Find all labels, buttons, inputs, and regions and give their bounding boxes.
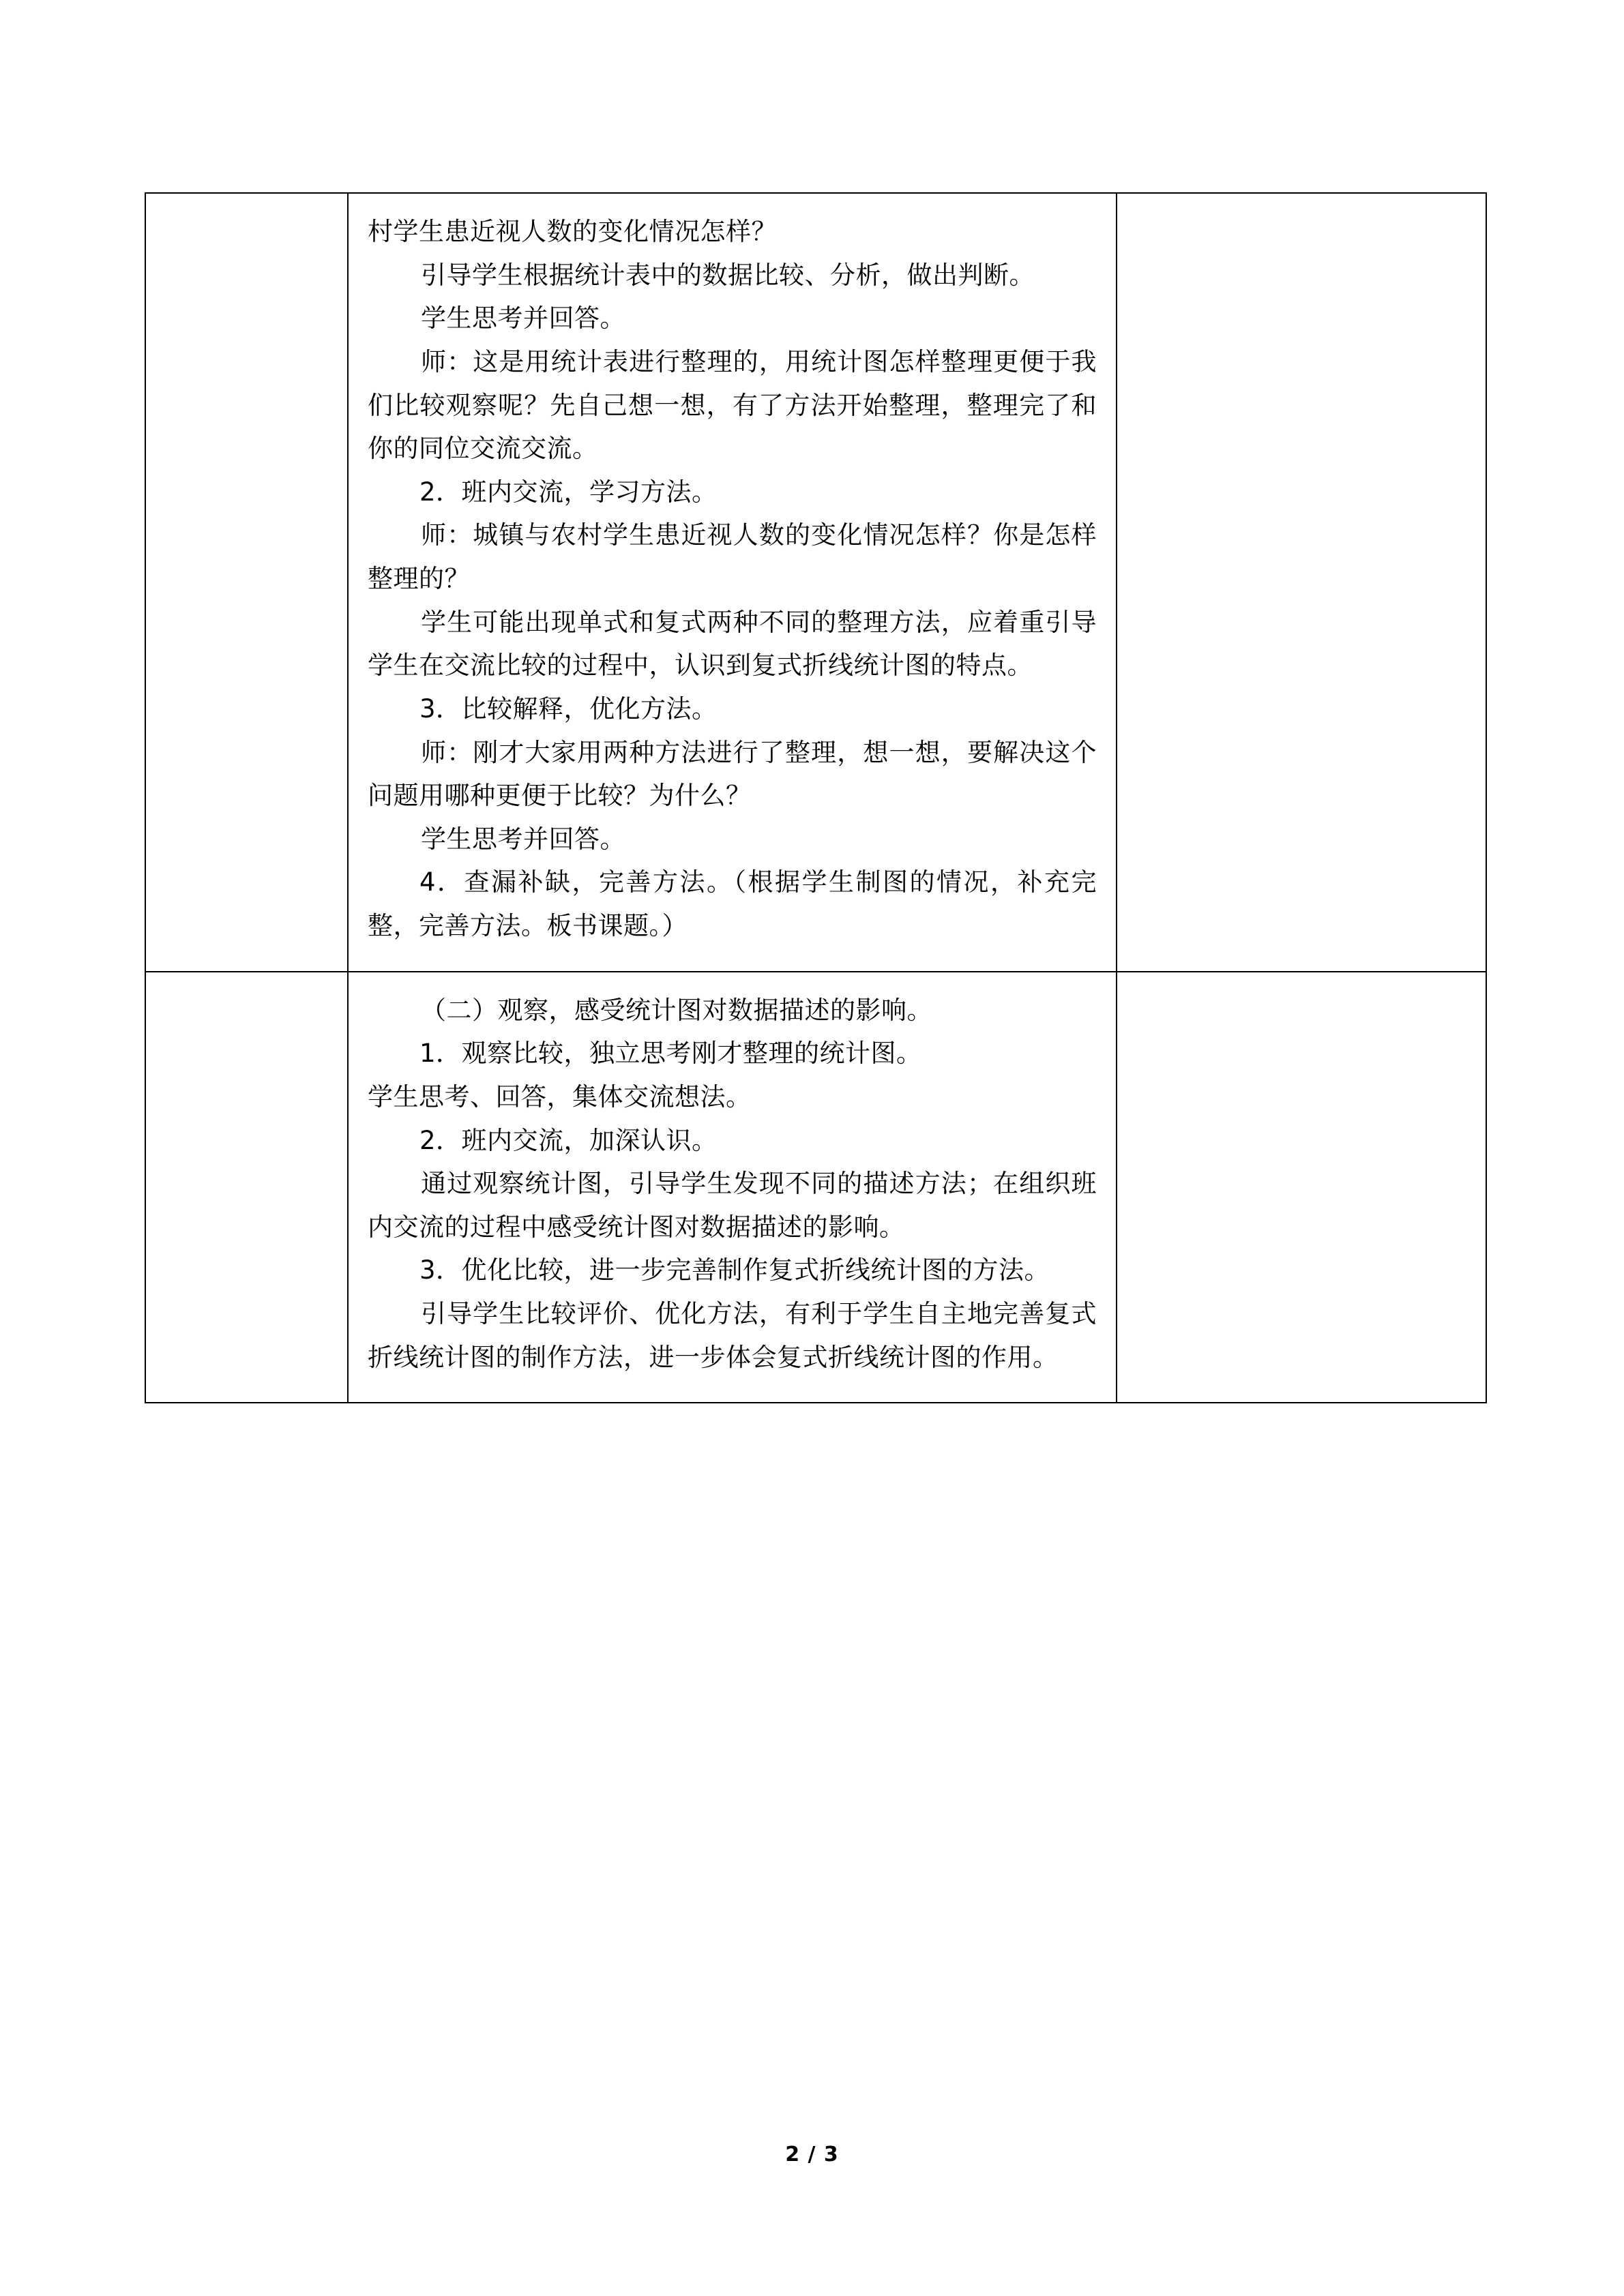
page-number: 2 / 3 <box>785 2143 839 2166</box>
table-cell-right-2 <box>1117 972 1486 1403</box>
table-row <box>145 972 1486 1403</box>
paragraph: 3．优化比较，进一步完善制作复式折线统计图的方法。 <box>419 1255 1050 1285</box>
paragraph: 师：这是用统计表进行整理的，用统计图怎样整理更便于我们比较观察呢？先自己想一想，有了方法开始整理，整理完了和你的同位交流交流。 <box>368 346 1097 464</box>
table-cell-left-1 <box>145 193 348 972</box>
paragraph: 2．班内交流，学习方法。 <box>419 477 718 507</box>
paragraph: 学生可能出现单式和复式两种不同的整理方法，应着重引导学生在交流比较的过程中，认识到复式折线统计图的特点。 <box>368 607 1097 681</box>
lesson-plan-table <box>145 192 1487 1403</box>
paragraph: 村学生患近视人数的变化情况怎样？ <box>368 217 777 246</box>
paragraph: 通过观察统计图，引导学生发现不同的描述方法；在组织班内交流的过程中感受统计图对数据描述的影响。 <box>368 1169 1097 1242</box>
left-cell-content-2 <box>146 972 347 1039</box>
table-cell-main-2 <box>348 972 1117 1403</box>
paragraph: 学生思考并回答。 <box>421 303 625 333</box>
paragraph: 师：城镇与农村学生患近视人数的变化情况怎样？你是怎样整理的？ <box>368 520 1097 593</box>
table-cell-main-1 <box>348 193 1117 972</box>
paragraph: 4．查漏补缺，完善方法。（根据学生制图的情况，补充完整，完善方法。板书课题。） <box>368 867 1097 940</box>
paragraph: 引导学生根据统计表中的数据比较、分析，做出判断。 <box>421 260 1035 290</box>
paragraph: 师：刚才大家用两种方法进行了整理，想一想，要解决这个问题用哪种更便于比较？为什么？ <box>368 737 1097 811</box>
paragraph: 3．比较解释，优化方法。 <box>419 694 718 724</box>
right-cell-content-2 <box>1117 972 1486 1039</box>
paragraph: 学生思考并回答。 <box>421 824 625 854</box>
table-row <box>145 193 1486 972</box>
paragraph: （二）观察，感受统计图对数据描述的影响。 <box>421 995 932 1025</box>
paragraph: 1．观察比较，独立思考刚才整理的统计图。 <box>419 1039 922 1069</box>
left-cell-content-1 <box>146 194 347 260</box>
paragraph: 2．班内交流，加深认识。 <box>419 1125 718 1155</box>
table-cell-right-1 <box>1117 193 1486 972</box>
paragraph: 引导学生比较评价、优化方法，有利于学生自主地完善复式折线统计图的制作方法，进一步体会复式折线统计图的作用。 <box>368 1299 1097 1372</box>
paragraph: 学生思考、回答，集体交流想法。 <box>368 1082 752 1112</box>
table-cell-left-2 <box>145 972 348 1403</box>
main-cell-content-2 <box>349 972 1116 1403</box>
main-cell-content-1 <box>349 194 1116 971</box>
right-cell-content-1 <box>1117 194 1486 260</box>
